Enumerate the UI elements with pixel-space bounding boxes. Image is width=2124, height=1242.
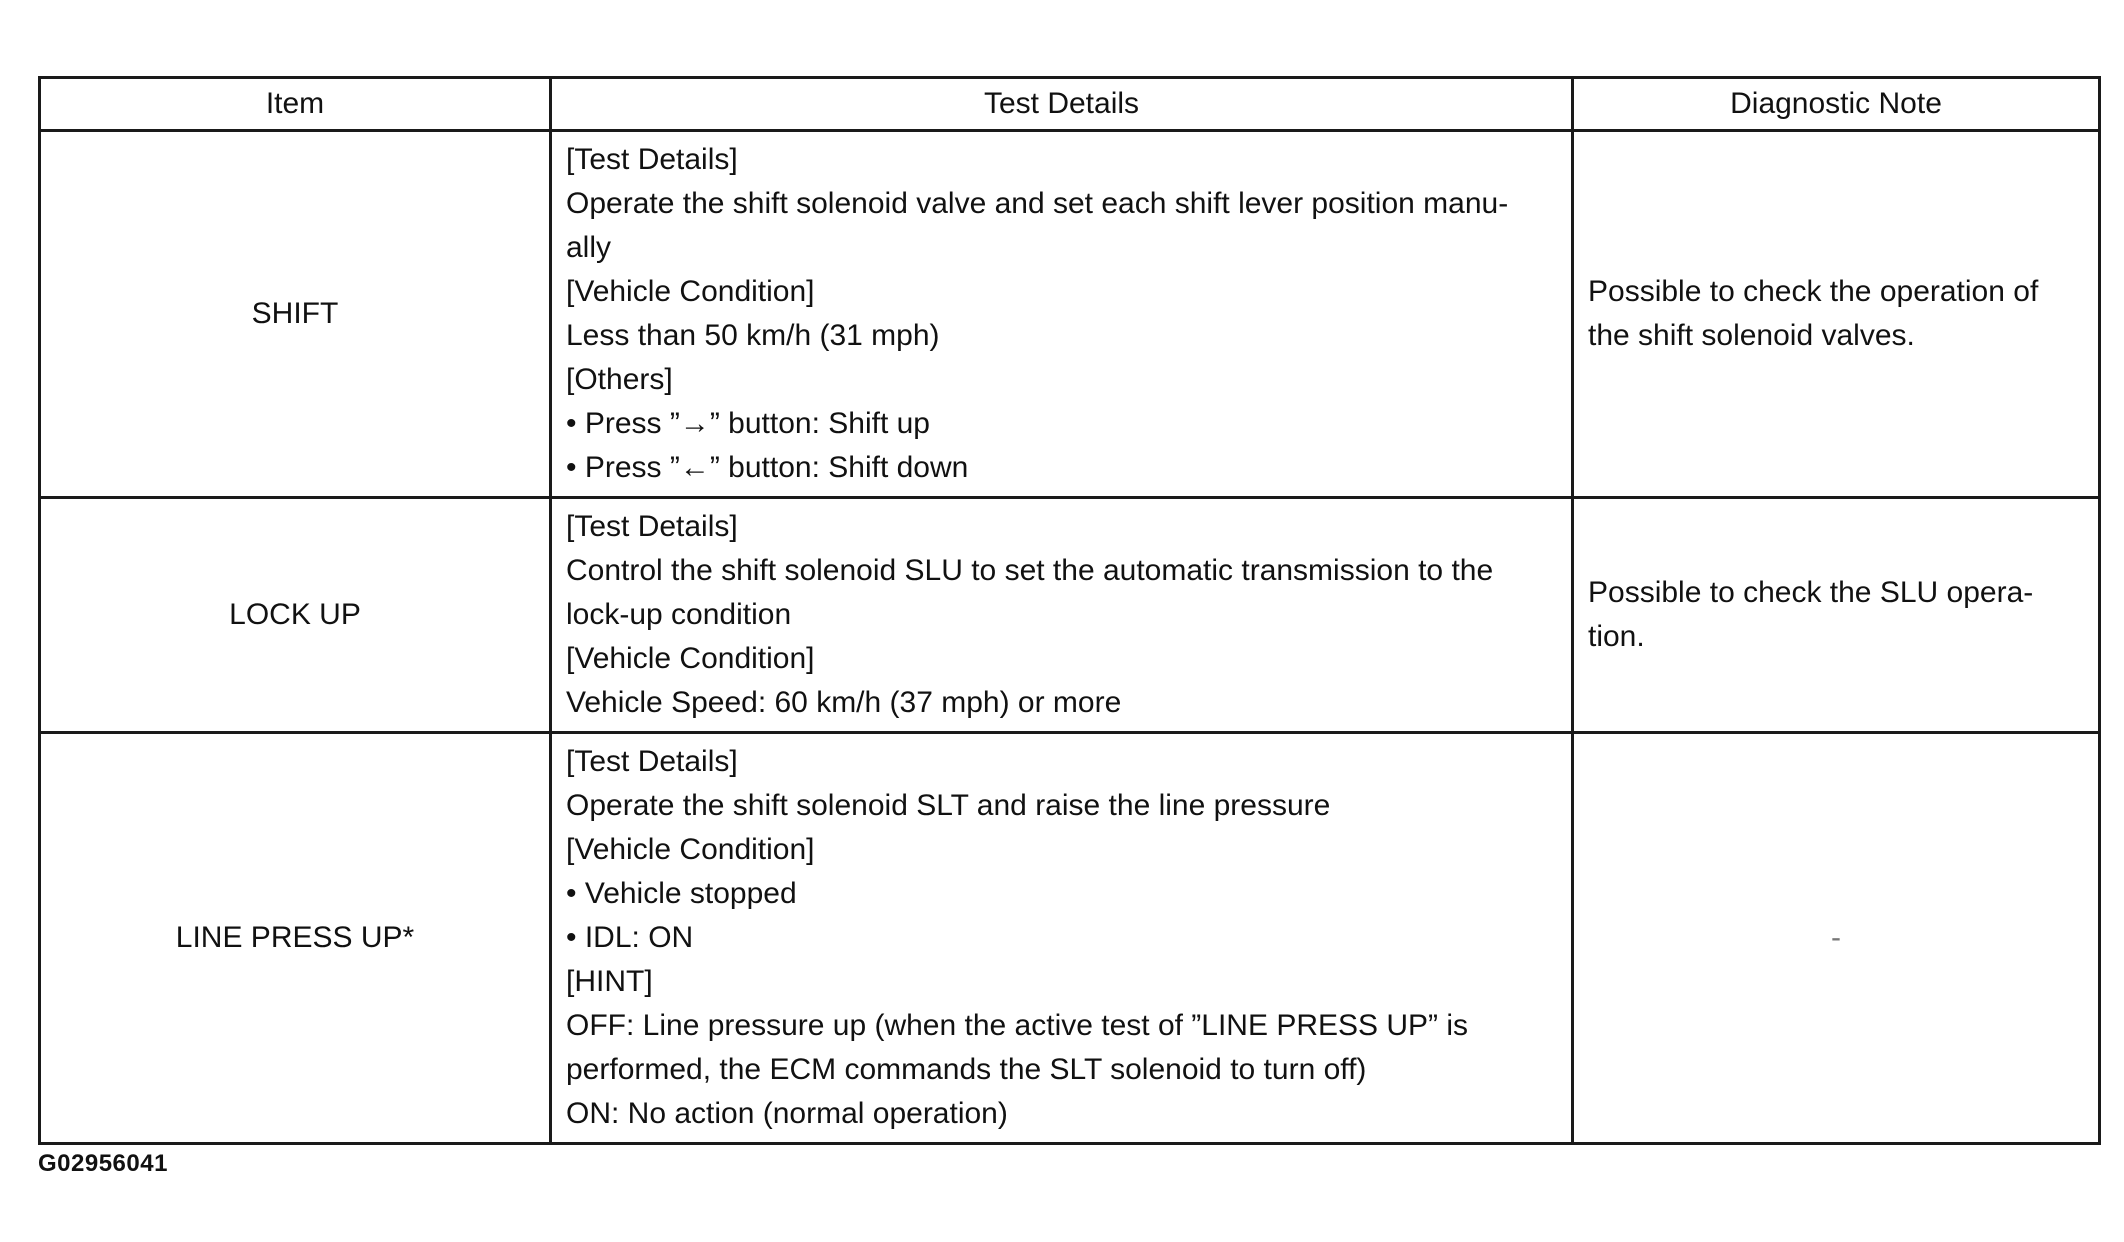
item-name: LINE PRESS UP* xyxy=(40,733,551,1144)
details-line: performed, the ECM commands the SLT solenoid to turn off) xyxy=(566,1053,1367,1086)
header-row xyxy=(40,78,2100,131)
details-line: ON: No action (normal operation) xyxy=(566,1097,1008,1130)
active-test-table xyxy=(38,76,2101,1145)
details-line: [Test Details] xyxy=(566,745,738,778)
details-line: [Vehicle Condition] xyxy=(566,833,815,866)
details-line: [Others] xyxy=(566,363,673,396)
note-line: Possible to check the SLU opera- xyxy=(1588,576,2034,609)
item-name: LOCK UP xyxy=(40,498,551,733)
diagnostic-note-cell: - xyxy=(1573,733,2100,1144)
details-line: [Test Details] xyxy=(566,510,738,543)
details-line: Less than 50 km/h (31 mph) xyxy=(566,319,940,352)
header-diagnostic-note: Diagnostic Note xyxy=(1573,78,2100,131)
details-line: ally xyxy=(566,231,612,264)
details-line: Control the shift solenoid SLU to set the automatic transmission to the xyxy=(566,554,1494,587)
note-line: tion. xyxy=(1588,620,1645,653)
test-details-cell xyxy=(551,498,1573,733)
diagnostic-note-cell xyxy=(1573,131,2100,498)
details-line: Operate the shift solenoid SLT and raise the line pressure xyxy=(566,789,1331,822)
note-line: the shift solenoid valves. xyxy=(1588,319,1915,352)
details-line: Operate the shift solenoid valve and set each shift lever position manu- xyxy=(566,187,1509,220)
note-line: Possible to check the operation of xyxy=(1588,275,2039,308)
details-line: lock-up condition xyxy=(566,598,792,631)
figure-id: G02956041 xyxy=(38,1150,168,1177)
details-line: OFF: Line pressure up (when the active test of ”LINE PRESS UP” is xyxy=(566,1009,1469,1042)
table-row-shift xyxy=(40,131,2100,498)
header-item: Item xyxy=(40,78,551,131)
details-line: [Vehicle Condition] xyxy=(566,642,815,675)
details-line: • Press ”←” button: Shift down xyxy=(566,451,969,484)
test-details-cell xyxy=(551,131,1573,498)
details-line: [Vehicle Condition] xyxy=(566,275,815,308)
details-line: [Test Details] xyxy=(566,143,738,176)
test-details-cell xyxy=(551,733,1573,1144)
details-line: • Vehicle stopped xyxy=(566,877,797,910)
details-line: Vehicle Speed: 60 km/h (37 mph) or more xyxy=(566,686,1122,719)
table-row-lock-up xyxy=(40,498,2100,733)
details-line: • IDL: ON xyxy=(566,921,694,954)
details-line: • Press ”→” button: Shift up xyxy=(566,407,930,440)
header-test-details: Test Details xyxy=(551,78,1573,131)
details-line: [HINT] xyxy=(566,965,653,998)
table-row-line-press-up xyxy=(40,733,2100,1144)
item-name: SHIFT xyxy=(40,131,551,498)
diagnostic-note-cell xyxy=(1573,498,2100,733)
